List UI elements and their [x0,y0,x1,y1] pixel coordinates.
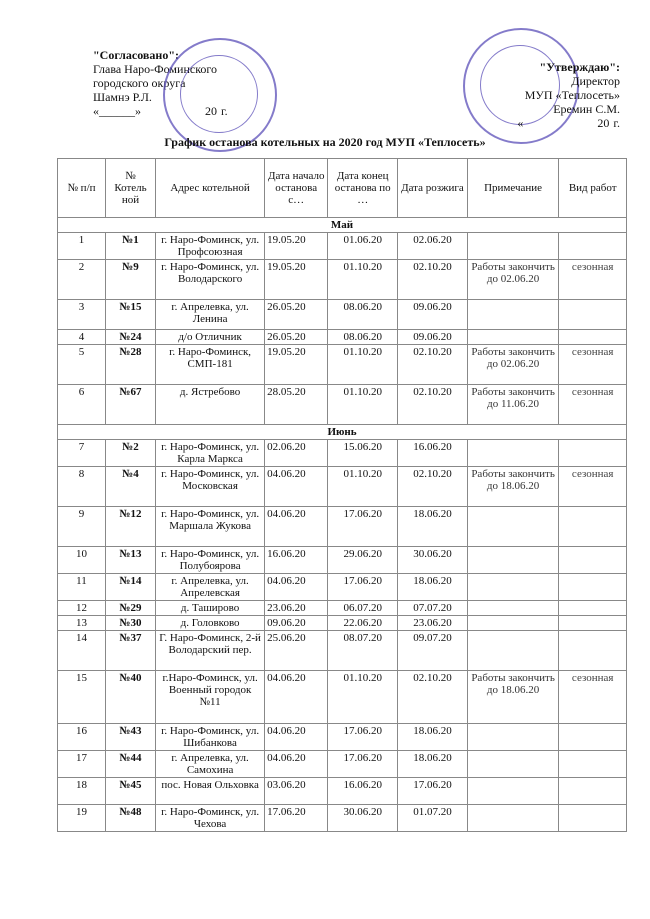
row-number: 19 [58,805,106,832]
work-type: сезонная [559,671,627,724]
column-header: Примечание [467,159,559,218]
approval-right-line: МУП «Теплосеть» [524,88,620,102]
note-cell [467,507,559,547]
note-cell [467,751,559,778]
row-number: 12 [58,601,106,616]
table-row [58,547,627,574]
note-cell [467,616,559,631]
row-number: 16 [58,724,106,751]
boiler-number: №15 [105,300,155,330]
boiler-address: г. Наро-Фоминск, ул. Профсоюзная [156,233,265,260]
shutdown-start-date: 25.06.20 [265,631,328,671]
note-cell [467,440,559,467]
shutdown-end-date: 30.06.20 [328,805,398,832]
shutdown-start-date: 04.06.20 [265,671,328,724]
boiler-number: №30 [105,616,155,631]
shutdown-end-date: 01.10.20 [328,345,398,385]
ignition-date: 02.10.20 [398,260,468,300]
note-cell [467,601,559,616]
note-cell: Работы закончить до 18.06.20 [467,671,559,724]
work-type: сезонная [559,260,627,300]
boiler-address: пос. Новая Ольховка [156,778,265,805]
ignition-date: 17.06.20 [398,778,468,805]
table-row [58,440,627,467]
month-label: Май [58,218,627,233]
work-type: сезонная [559,467,627,507]
column-header: Дата конец останова по … [328,159,398,218]
table-row [58,631,627,671]
shutdown-start-date: 04.06.20 [265,467,328,507]
boiler-number: №48 [105,805,155,832]
shutdown-start-date: 17.06.20 [265,805,328,832]
document-title: График останова котельных на 2020 год МУП «Теплосеть» [164,135,486,149]
ignition-date: 18.06.20 [398,751,468,778]
ignition-date: 09.07.20 [398,631,468,671]
approval-right-line: Еремин С.М. [553,102,620,116]
work-type [559,300,627,330]
note-cell [467,233,559,260]
ignition-date: 23.06.20 [398,616,468,631]
approval-left-title: "Согласовано": [93,48,179,62]
boiler-address: д. Таширово [156,601,265,616]
shutdown-start-date: 23.06.20 [265,601,328,616]
boiler-address: г. Апрелевка, ул. Апрелевская [156,574,265,601]
boiler-address: г. Наро-Фоминск, ул. Володарского [156,260,265,300]
boiler-number: №43 [105,724,155,751]
boiler-address: Г. Наро-Фоминск, 2-й Володарский пер. [156,631,265,671]
work-type [559,440,627,467]
table-row [58,507,627,547]
work-type [559,805,627,832]
boiler-address: г. Апрелевка, ул. Ленина [156,300,265,330]
approval-left-suffix: г. [221,104,228,118]
table-body [58,218,627,832]
row-number: 18 [58,778,106,805]
month-row [58,218,627,233]
shutdown-end-date: 01.10.20 [328,671,398,724]
note-cell [467,631,559,671]
boiler-number: №9 [105,260,155,300]
shutdown-start-date: 04.06.20 [265,751,328,778]
column-header: № Котель ной [105,159,155,218]
seal-stamp-left-inner [180,55,258,133]
row-number: 9 [58,507,106,547]
shutdown-end-date: 01.06.20 [328,233,398,260]
approval-right-year: 20 [597,116,610,130]
work-type [559,631,627,671]
work-type [559,616,627,631]
approval-left-year: 20 [205,104,217,118]
boiler-address: д. Головково [156,616,265,631]
row-number: 2 [58,260,106,300]
shutdown-end-date: 08.07.20 [328,631,398,671]
boiler-number: №29 [105,601,155,616]
shutdown-end-date: 22.06.20 [328,616,398,631]
ignition-date: 09.06.20 [398,300,468,330]
boiler-number: №24 [105,330,155,345]
row-number: 15 [58,671,106,724]
boiler-address: г. Наро-Фоминск, ул. Полубоярова [156,547,265,574]
boiler-number: №13 [105,547,155,574]
table-row [58,233,627,260]
shutdown-end-date: 15.06.20 [328,440,398,467]
row-number: 8 [58,467,106,507]
boiler-address: г. Наро-Фоминск, ул. Чехова [156,805,265,832]
table-row [58,751,627,778]
note-cell [467,724,559,751]
shutdown-end-date: 01.10.20 [328,467,398,507]
shutdown-end-date: 08.06.20 [328,300,398,330]
boiler-address: г. Апрелевка, ул. Самохина [156,751,265,778]
note-cell: Работы закончить до 02.06.20 [467,260,559,300]
ignition-date: 18.06.20 [398,574,468,601]
table-row [58,574,627,601]
table-row [58,467,627,507]
row-number: 10 [58,547,106,574]
shutdown-start-date: 19.05.20 [265,233,328,260]
row-number: 5 [58,345,106,385]
row-number: 3 [58,300,106,330]
shutdown-start-date: 04.06.20 [265,507,328,547]
approval-left-line: Шамнэ Р.Л. [93,90,152,104]
row-number: 13 [58,616,106,631]
column-header: Вид работ [559,159,627,218]
note-cell [467,547,559,574]
shutdown-end-date: 17.06.20 [328,507,398,547]
note-cell [467,330,559,345]
note-cell [467,574,559,601]
boiler-address: г. Наро-Фоминск, СМП-181 [156,345,265,385]
boiler-number: №12 [105,507,155,547]
shutdown-start-date: 04.06.20 [265,724,328,751]
shutdown-start-date: 19.05.20 [265,260,328,300]
work-type [559,330,627,345]
ignition-date: 02.10.20 [398,385,468,425]
ignition-date: 02.06.20 [398,233,468,260]
approval-right-line: Директор [571,74,620,88]
table-header-row [58,159,627,218]
shutdown-start-date: 04.06.20 [265,574,328,601]
approval-left-line: Глава Наро-Фоминского [93,62,218,76]
row-number: 14 [58,631,106,671]
work-type [559,547,627,574]
work-type: сезонная [559,385,627,425]
boiler-address: г. Наро-Фоминск, ул. Маршала Жукова [156,507,265,547]
ignition-date: 16.06.20 [398,440,468,467]
ignition-date: 18.06.20 [398,507,468,547]
approval-right-date [470,116,620,130]
shutdown-end-date: 17.06.20 [328,574,398,601]
table-row [58,345,627,385]
month-row [58,425,627,440]
work-type [559,778,627,805]
approval-left-line: городского округа [93,76,186,90]
column-header: № п/п [58,159,106,218]
shutdown-schedule-table [57,158,627,832]
work-type [559,751,627,778]
boiler-number: №44 [105,751,155,778]
boiler-address: г.Наро-Фоминск, ул. Военный городок №11 [156,671,265,724]
table-row [58,385,627,425]
work-type [559,724,627,751]
work-type [559,507,627,547]
shutdown-end-date: 01.10.20 [328,385,398,425]
ignition-date: 18.06.20 [398,724,468,751]
approval-right-suffix: г. [613,116,620,130]
ignition-date: 09.06.20 [398,330,468,345]
column-header: Адрес котельной [156,159,265,218]
row-number: 7 [58,440,106,467]
shutdown-end-date: 01.10.20 [328,260,398,300]
shutdown-end-date: 17.06.20 [328,724,398,751]
table-row [58,724,627,751]
note-cell: Работы закончить до 11.06.20 [467,385,559,425]
shutdown-end-date: 17.06.20 [328,751,398,778]
boiler-address: д/о Отличник [156,330,265,345]
table-row [58,805,627,832]
shutdown-start-date: 09.06.20 [265,616,328,631]
boiler-number: №45 [105,778,155,805]
row-number: 17 [58,751,106,778]
column-header: Дата розжига [398,159,468,218]
shutdown-start-date: 02.06.20 [265,440,328,467]
boiler-number: №40 [105,671,155,724]
note-cell: Работы закончить до 02.06.20 [467,345,559,385]
boiler-address: д. Ястребово [156,385,265,425]
shutdown-start-date: 16.06.20 [265,547,328,574]
shutdown-start-date: 03.06.20 [265,778,328,805]
table-row [58,778,627,805]
boiler-number: №14 [105,574,155,601]
boiler-number: №67 [105,385,155,425]
table-row [58,601,627,616]
boiler-number: №4 [105,467,155,507]
ignition-date: 02.10.20 [398,467,468,507]
row-number: 4 [58,330,106,345]
boiler-address: г. Наро-Фоминск, ул. Карла Маркса [156,440,265,467]
work-type [559,233,627,260]
ignition-date: 07.07.20 [398,601,468,616]
shutdown-start-date: 26.05.20 [265,330,328,345]
table-row [58,260,627,300]
boiler-number: №28 [105,345,155,385]
table-row [58,671,627,724]
approval-right-day: « [517,116,524,130]
ignition-date: 01.07.20 [398,805,468,832]
note-cell: Работы закончить до 18.06.20 [467,467,559,507]
month-label: Июнь [58,425,627,440]
row-number: 6 [58,385,106,425]
ignition-date: 30.06.20 [398,547,468,574]
table-row [58,616,627,631]
shutdown-end-date: 08.06.20 [328,330,398,345]
table-row [58,300,627,330]
table-row [58,330,627,345]
shutdown-end-date: 29.06.20 [328,547,398,574]
work-type [559,574,627,601]
shutdown-start-date: 26.05.20 [265,300,328,330]
approval-right-block [470,60,620,130]
shutdown-start-date: 19.05.20 [265,345,328,385]
boiler-address: г. Наро-Фоминск, ул. Шибанкова [156,724,265,751]
ignition-date: 02.10.20 [398,671,468,724]
approval-right-title: "Утверждаю": [539,60,620,74]
work-type: сезонная [559,345,627,385]
note-cell [467,805,559,832]
row-number: 11 [58,574,106,601]
row-number: 1 [58,233,106,260]
note-cell [467,300,559,330]
shutdown-start-date: 28.05.20 [265,385,328,425]
boiler-number: №1 [105,233,155,260]
boiler-number: №37 [105,631,155,671]
boiler-address: г. Наро-Фоминск, ул. Московская [156,467,265,507]
ignition-date: 02.10.20 [398,345,468,385]
work-type [559,601,627,616]
note-cell [467,778,559,805]
shutdown-end-date: 16.06.20 [328,778,398,805]
boiler-number: №2 [105,440,155,467]
approval-left-day: «______» [93,104,141,118]
column-header: Дата начало останова с… [265,159,328,218]
shutdown-end-date: 06.07.20 [328,601,398,616]
